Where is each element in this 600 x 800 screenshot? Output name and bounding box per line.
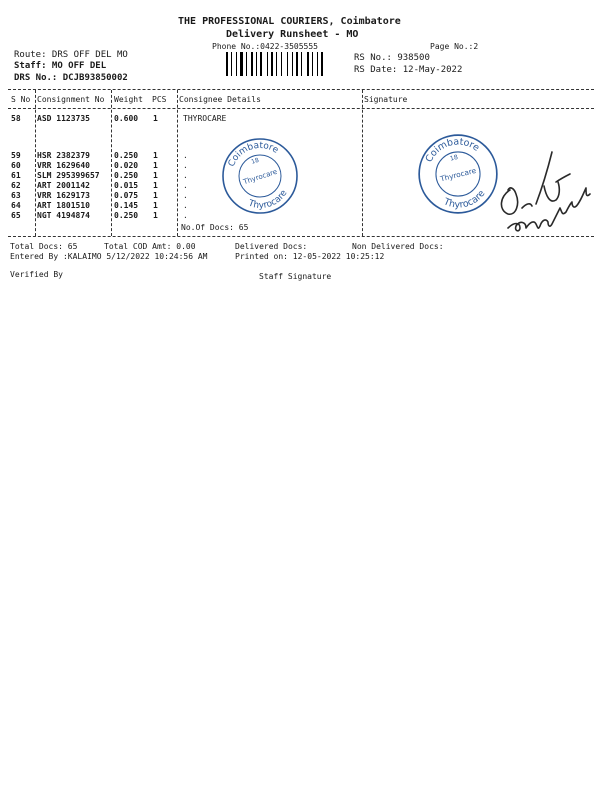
header-signature: Signature <box>364 95 408 104</box>
row-weight: 0.250 <box>114 211 139 220</box>
row-consignee: THYROCARE <box>183 114 227 123</box>
row-sno: 59 <box>11 151 21 160</box>
rs-date: RS Date: 12-May-2022 <box>354 65 463 75</box>
row-pcs: 1 <box>153 211 158 220</box>
barcode <box>226 52 326 76</box>
row-consignee: . <box>183 181 188 190</box>
stamp-center-text: Thyrocare <box>439 165 478 184</box>
stamp-bottom-text: Thyrocare <box>441 188 488 211</box>
row-weight: 0.600 <box>114 114 139 123</box>
staff-label: Staff: MO OFF DEL <box>14 61 107 71</box>
row-consignment: ART 1801510 <box>37 201 90 210</box>
page-number: Page No.:2 <box>430 42 479 51</box>
row-consignment: VRR 1629640 <box>37 161 90 170</box>
row-pcs: 1 <box>153 161 158 170</box>
row-pcs: 1 <box>153 191 158 200</box>
row-consignment: ART 2001142 <box>37 181 90 190</box>
runsheet-subtitle: Delivery Runsheet - MO <box>226 29 359 40</box>
row-consignment: HSR 2382379 <box>37 151 90 160</box>
row-consignee: . <box>183 211 188 220</box>
stamp-top-text: Coimbatore <box>226 140 280 169</box>
row-consignment: SLM 295399657 <box>37 171 100 180</box>
row-weight: 0.020 <box>114 161 139 170</box>
row-pcs: 1 <box>153 181 158 190</box>
row-consignee: . <box>183 201 188 210</box>
row-consignment: VRR 1629173 <box>37 191 90 200</box>
row-pcs: 1 <box>153 171 158 180</box>
delivered-docs: Delivered Docs: <box>235 242 308 251</box>
header-consignee: Consignee Details <box>179 95 261 104</box>
row-consignment: NGT 4194874 <box>37 211 90 220</box>
row-weight: 0.145 <box>114 201 139 210</box>
table-header-rule <box>8 108 594 109</box>
staff-signature: Staff Signature <box>259 272 332 281</box>
company-title: THE PROFESSIONAL COURIERS, Coimbatore <box>178 16 401 27</box>
header-pcs: PCS <box>152 95 167 104</box>
total-cod-amount: Total COD Amt: 0.00 <box>104 242 196 251</box>
row-weight: 0.250 <box>114 171 139 180</box>
header-weight: Weight <box>114 95 143 104</box>
handwritten-signature <box>486 138 596 238</box>
row-weight: 0.075 <box>114 191 139 200</box>
header-sno: S No <box>11 95 31 104</box>
stamp-bottom-text: Thyrocare <box>246 188 290 211</box>
row-consignee: . <box>183 161 188 170</box>
total-docs: Total Docs: 65 <box>10 242 78 251</box>
verified-by: Verified By <box>10 270 63 279</box>
drs-number: DRS No.: DCJB93850002 <box>14 73 128 83</box>
row-sno: 62 <box>11 181 21 190</box>
row-sno: 60 <box>11 161 21 170</box>
row-sno: 61 <box>11 171 21 180</box>
row-consignment: ASD 1123735 <box>37 114 90 123</box>
row-pcs: 1 <box>153 201 158 210</box>
header-consignment: Consignment No <box>37 95 105 104</box>
row-pcs: 1 <box>153 151 158 160</box>
row-consignee: . <box>183 151 188 160</box>
phone-number: Phone No.:0422-3505555 <box>212 42 318 51</box>
row-consignee: . <box>183 191 188 200</box>
table-row <box>0 114 600 124</box>
stamp-center-text: Thyrocare <box>242 167 279 187</box>
row-consignee: . <box>183 171 188 180</box>
printed-on: Printed on: 12-05-2022 10:25:12 <box>235 252 385 261</box>
row-weight: 0.250 <box>114 151 139 160</box>
route-label: Route: DRS OFF DEL MO <box>14 50 128 60</box>
entered-by: Entered By :KALAIMO 5/12/2022 10:24:56 AM <box>10 252 208 261</box>
thyrocare-stamp-icon <box>220 136 300 216</box>
stamp-number: 18 <box>250 156 260 166</box>
non-delivered-docs: Non Delivered Docs: <box>352 242 444 251</box>
row-sno: 58 <box>11 114 21 123</box>
no-of-docs: No.Of Docs: 65 <box>181 223 249 232</box>
stamp-top-text: Coimbatore <box>423 136 482 165</box>
rs-number: RS No.: 938500 <box>354 53 430 63</box>
row-weight: 0.015 <box>114 181 139 190</box>
row-sno: 63 <box>11 191 21 200</box>
row-sno: 65 <box>11 211 21 220</box>
row-pcs: 1 <box>153 114 158 123</box>
table-top-rule <box>8 89 594 90</box>
row-sno: 64 <box>11 201 21 210</box>
stamp-number: 18 <box>449 153 459 163</box>
